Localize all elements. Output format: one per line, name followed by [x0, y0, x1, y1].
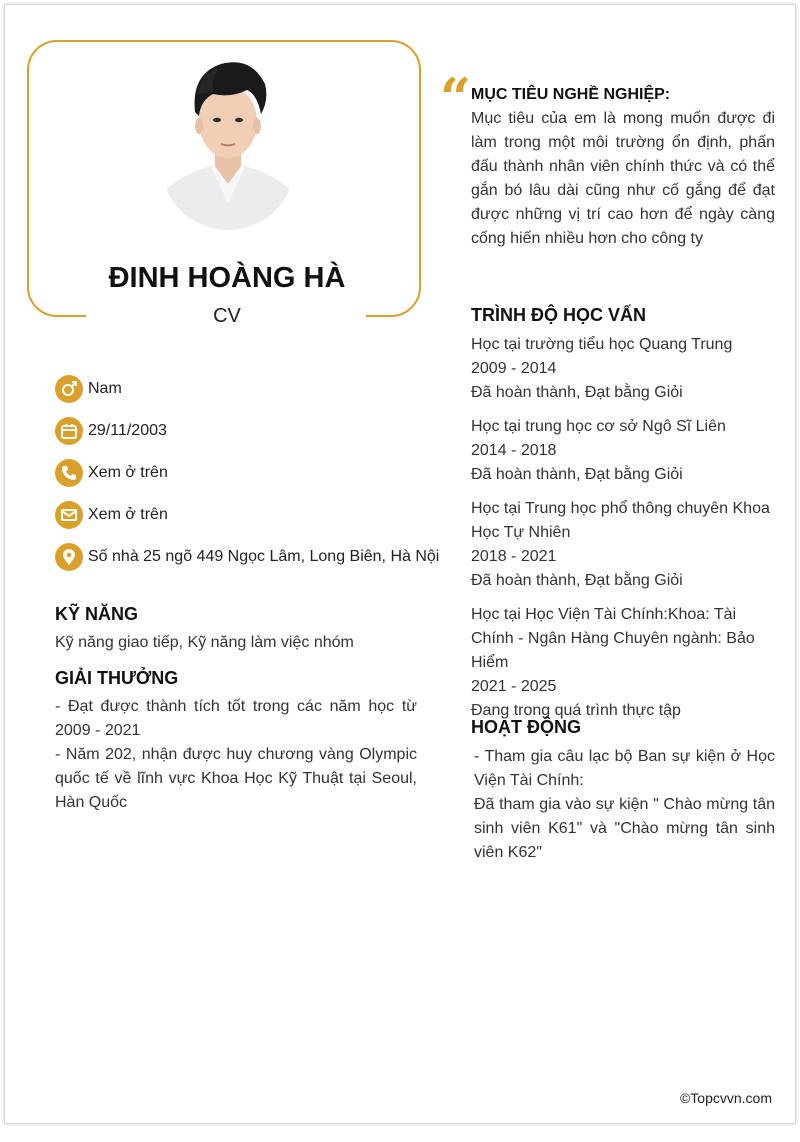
location-pin-icon [55, 543, 83, 571]
gender-text: Nam [88, 380, 122, 397]
avatar-illustration [161, 54, 295, 230]
avatar-photo [161, 54, 295, 230]
cv-subtitle: CV [213, 305, 241, 327]
education-result: Đã hoàn thành, Đạt bằng Giỏi [471, 466, 683, 483]
education-result: Đã hoàn thành, Đạt bằng Giỏi [471, 384, 683, 401]
copyright-footer: ©Topcvvn.com [679, 1090, 772, 1106]
skills-heading: KỸ NĂNG [55, 604, 139, 624]
education-entry [471, 497, 775, 593]
contact-gender [55, 374, 122, 404]
quote-icon: “ [440, 66, 472, 130]
contact-address [55, 542, 439, 572]
objective-heading: MỤC TIÊU NGHỀ NGHIỆP: [471, 86, 671, 103]
candidate-name: ĐINH HOÀNG HÀ [108, 262, 346, 294]
gender-icon [55, 375, 83, 403]
calendar-icon [55, 417, 83, 445]
education-years: 2018 - 2021 [471, 548, 557, 565]
education-entry [471, 603, 775, 723]
activities-heading: HOẠT ĐỘNG [471, 717, 581, 737]
education-entry [471, 333, 775, 405]
email-text: Xem ở trên [88, 506, 168, 523]
education-school: Học tại trung học cơ sở Ngô Sĩ Liên [471, 418, 726, 435]
education-school: Học tại trường tiểu học Quang Trung [471, 336, 733, 353]
skills-text: Kỹ năng giao tiếp, Kỹ năng làm việc nhóm [55, 634, 354, 651]
education-years: 2009 - 2014 [471, 360, 557, 377]
contact-email [55, 500, 168, 530]
education-result: Đã hoàn thành, Đạt bằng Giỏi [471, 572, 683, 589]
activity-detail: Đã tham gia vào sự kiện " Chào mừng tân sinh viên K61" và "Chào mừng tân sinh viên K62" [474, 796, 775, 861]
contact-phone [55, 458, 168, 488]
education-result: Đang trong quá trình thực tập [471, 702, 681, 719]
education-school: Học tại Trung học phổ thông chuyên Khoa Học Tự Nhiên [471, 500, 770, 541]
award-item: - Năm 202, nhận được huy chương vàng Olympic quốc tế về lĩnh vực Khoa Học Kỹ Thuật tại Seoul, Hàn Quốc [55, 746, 417, 811]
education-years: 2014 - 2018 [471, 442, 557, 459]
birthday-text: 29/11/2003 [88, 422, 167, 439]
activity-intro: - Tham gia câu lạc bộ Ban sự kiện ở Học Viện Tài Chính: [474, 748, 775, 789]
awards-list [55, 695, 417, 815]
address-text: Số nhà 25 ngõ 449 Ngọc Lâm, Long Biên, Hà Nội [88, 548, 440, 565]
activities-text [474, 745, 775, 865]
education-school: Học tại Học Viện Tài Chính:Khoa: Tài Chính - Ngân Hàng Chuyên ngành: Bảo Hiểm [471, 606, 755, 671]
phone-text: Xem ở trên [88, 464, 168, 481]
education-entry [471, 415, 775, 487]
phone-icon [55, 459, 83, 487]
award-item: - Đạt được thành tích tốt trong các năm học từ 2009 - 2021 [55, 698, 417, 739]
mail-icon [55, 501, 83, 529]
awards-heading: GIẢI THƯỞNG [55, 668, 179, 688]
education-heading: TRÌNH ĐỘ HỌC VẤN [471, 305, 646, 325]
contact-birthday [55, 416, 167, 446]
objective-text: Mục tiêu của em là mong muốn được đi làm trong một môi trường ổn định, phấn đấu thành nhân viên chính thức và có thể gắn bó lâu dài cũng như cố gắng để đạt được những vị trí cao hơn để ngày càng cống hiến nhiều hơn cho công ty [471, 110, 775, 247]
education-years: 2021 - 2025 [471, 678, 557, 695]
